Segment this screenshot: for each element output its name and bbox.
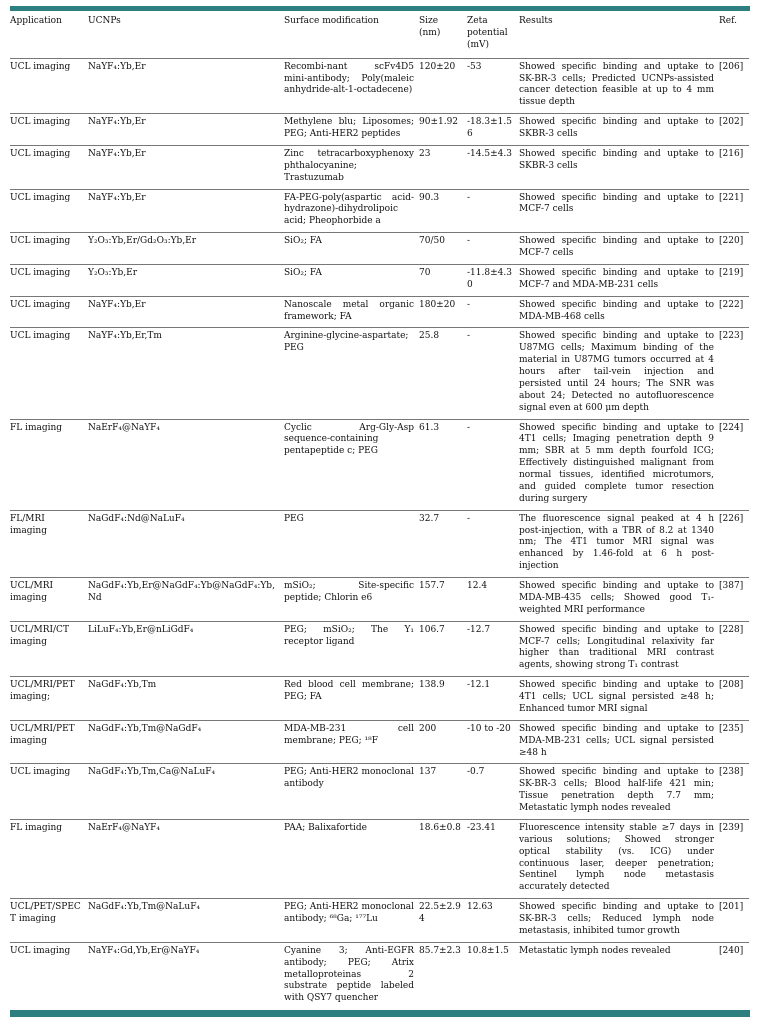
table-row [10, 899, 749, 943]
cell-size: 106.7 [419, 624, 445, 635]
cell-size: 90.3 [419, 192, 440, 203]
cell-ref: [222] [719, 299, 744, 310]
table-row [10, 264, 749, 296]
cell-ref: [216] [719, 148, 744, 159]
cell-ucnps: NaYF₄:Yb,Er [88, 117, 146, 128]
cell-ucnps: Y₂O₃:Yb,Er [88, 267, 138, 278]
cell-size: 18.6±0.8 [419, 822, 461, 833]
cell-surface: PEG; Anti-HER2 monoclonal antibody [284, 767, 414, 790]
ucnp-applications-table [10, 11, 749, 1009]
cell-ref: [224] [719, 422, 744, 433]
cell-ucnps: NaYF₄:Yb,Er [88, 299, 146, 310]
cell-surface: MDA-MB-231 cell membrane; PEG; ¹⁸F [284, 723, 414, 746]
cell-ref: [235] [719, 723, 744, 734]
cell-size: 137 [419, 767, 437, 778]
cell-results: Showed specific binding and uptake to MDA-MB-468 cells [519, 299, 714, 322]
cell-surface: Cyanine 3; Anti-EGFR antibody; PEG; Atrix metalloproteinas 2 substrate peptide labeled with QSY7 quencher [284, 945, 414, 1004]
cell-results: Fluorescence intensity stable ≥7 days in various solutions; Showed stronger optical stability (vs. ICG) under continuous laser, deeper penetration; Sentinel lymph node metastasis accurately detected [519, 822, 714, 893]
cell-ucnps: Y₂O₃:Yb,Er/Gd₂O₃:Yb,Er [88, 236, 197, 247]
cell-ucnps: LiLuF₄:Yb,Er@nLiGdF₄ [88, 624, 194, 635]
cell-size: 157.7 [419, 581, 445, 591]
table-row [10, 114, 749, 146]
col-header-ucnps: UCNPs [88, 16, 121, 26]
cell-zeta: 12.63 [467, 902, 493, 913]
cell-application: UCL/MRI/PET imaging [10, 723, 75, 746]
table-row [10, 233, 749, 265]
cell-zeta: - [467, 513, 471, 524]
cell-results: Showed specific binding and uptake to MCF-7 and MDA-MB-231 cells [519, 267, 714, 290]
cell-ref: [208] [719, 680, 744, 691]
cell-zeta: 12.4 [467, 581, 488, 591]
cell-surface: Methylene blu; Liposomes; PEG; Anti-HER2 peptides [284, 117, 414, 139]
cell-zeta: - [467, 236, 471, 247]
table-row [10, 296, 749, 328]
col-header-size: Size (nm) [419, 16, 441, 38]
cell-results: Showed specific binding and uptake to MCF-7 cells [519, 192, 714, 215]
cell-application: UCL imaging [10, 767, 71, 778]
cell-zeta: -14.5±4.3 [467, 148, 512, 159]
cell-zeta: -10 to -20 [467, 723, 511, 734]
cell-ucnps: NaGdF₄:Yb,Er@NaGdF₄:Yb@NaGdF₄:Yb,Nd [88, 581, 275, 603]
table-row [10, 419, 749, 510]
cell-ref: [387] [719, 581, 744, 591]
cell-surface: PAA; Balixafortide [284, 822, 367, 833]
cell-application: UCL imaging [10, 61, 71, 72]
col-header-application: Application [10, 16, 62, 26]
cell-application: UCL imaging [10, 945, 71, 956]
cell-ucnps: NaYF₄:Yb,Er [88, 192, 146, 203]
table-row [10, 720, 749, 764]
cell-application: UCL/MRI/PET imaging; [10, 680, 75, 702]
cell-ref: [206] [719, 61, 744, 72]
cell-surface: PEG; mSiO₂; The Y₁ receptor ligand [284, 624, 414, 647]
table-row [10, 764, 749, 820]
cell-size: 120±20 [419, 61, 456, 72]
cell-zeta: -11.8±4.30 [467, 267, 512, 290]
cell-results: Showed specific binding and uptake to MCF-7 cells [519, 236, 714, 258]
cell-ref: [239] [719, 822, 744, 833]
cell-size: 85.7±2.3 [419, 945, 461, 956]
cell-results: Showed specific binding and uptake to SK-BR-3 cells; Blood half-life 421 min; Tissue penetration depth 7.7 mm; Metastatic lymph nodes revealed [519, 767, 714, 813]
cell-results: Showed specific binding and uptake to MCF-7 cells; Longitudinal relaxivity far higher than traditional MRI contrast agents, showing strong T₁ contrast [519, 624, 714, 671]
cell-ucnps: NaErF₄@NaYF₄ [88, 422, 160, 433]
col-header-ref: Ref. [719, 16, 737, 26]
table-row [10, 819, 749, 898]
cell-zeta: -12.7 [467, 624, 491, 635]
cell-size: 138.9 [419, 680, 445, 691]
cell-size: 23 [419, 148, 431, 159]
cell-ucnps: NaGdF₄:Yb,Tm@NaGdF₄ [88, 723, 202, 734]
cell-zeta: -53 [467, 61, 482, 72]
cell-application: UCL imaging [10, 117, 71, 128]
cell-surface: SiO₂; FA [284, 267, 322, 278]
col-header-results: Results [519, 16, 553, 26]
cell-ucnps: NaYF₄:Yb,Er,Tm [88, 331, 162, 342]
cell-surface: mSiO₂; Site-specific peptide; Chlorin e6 [284, 581, 414, 603]
cell-application: UCL/MRI imaging [10, 581, 54, 603]
cell-results: Showed specific binding and uptake to SK-BR-3 cells; Predicted UCNPs-assisted cancer detection feasible at up to 4 mm tissue depth [519, 61, 714, 108]
cell-zeta: -0.7 [467, 767, 485, 778]
cell-results: Showed specific binding and uptake to SKBR-3 cells [519, 117, 714, 139]
cell-ref: [240] [719, 945, 744, 956]
cell-ucnps: NaYF₄:Yb,Er [88, 61, 146, 72]
cell-surface: PEG [284, 513, 304, 524]
col-header-surface-modification: Surface modification [284, 16, 379, 26]
cell-size: 70/50 [419, 236, 445, 247]
cell-application: UCL imaging [10, 236, 71, 247]
cell-zeta: - [467, 299, 471, 310]
table-row [10, 677, 749, 721]
cell-results: Showed specific binding and uptake to 4T1 cells; Imaging penetration depth 9 mm; SBR at 5 mm depth fourfold ICG; Effectively distinguished malignant from normal tissues, identified microtumors, and guided complete tumor resection during surgery [519, 422, 714, 504]
cell-application: UCL imaging [10, 148, 71, 159]
cell-zeta: -18.3±1.56 [467, 117, 512, 139]
cell-ucnps: NaYF₄:Yb,Er [88, 148, 146, 159]
table-bottom-border [10, 1010, 750, 1017]
cell-application: FL imaging [10, 422, 63, 433]
paper-table-page [10, 6, 750, 1017]
cell-size: 61.3 [419, 422, 440, 433]
cell-zeta: - [467, 192, 471, 203]
cell-application: UCL imaging [10, 267, 71, 278]
cell-surface: Arginine-glycine-aspartate; PEG [284, 331, 409, 354]
cell-zeta: -12.1 [467, 680, 491, 691]
cell-ucnps: NaGdF₄:Yb,Tm,Ca@NaLuF₄ [88, 767, 216, 778]
cell-surface: Zinc tetracarboxyphenoxy phthalocyanine; Trastuzumab [284, 148, 414, 183]
cell-application: UCL imaging [10, 331, 71, 342]
cell-application: UCL/MRI/CT imaging [10, 624, 69, 647]
cell-ref: [228] [719, 624, 744, 635]
cell-ref: [223] [719, 331, 744, 342]
table-row [10, 189, 749, 233]
cell-application: FL/MRI imaging [10, 513, 47, 536]
cell-surface: Recombi-nant scFv4D5 mini-antibody; Poly(maleic anhydride-alt-1-octadecene) [284, 61, 414, 96]
cell-results: Showed specific binding and uptake to SK-BR-3 cells; Reduced lymph node metastasis, inhibited tumor growth [519, 902, 714, 936]
cell-size: 70 [419, 267, 431, 278]
cell-size: 200 [419, 723, 437, 734]
table-row [10, 328, 749, 419]
cell-ref: [220] [719, 236, 744, 247]
cell-surface: SiO₂; FA [284, 236, 322, 247]
cell-ref: [202] [719, 117, 744, 128]
cell-ref: [221] [719, 192, 744, 203]
cell-size: 180±20 [419, 299, 456, 310]
table-row [10, 145, 749, 189]
cell-application: UCL imaging [10, 299, 71, 310]
table-row [10, 942, 749, 1009]
table-row [10, 58, 749, 114]
cell-size: 25.8 [419, 331, 440, 342]
cell-ref: [219] [719, 267, 744, 278]
table-header [10, 11, 749, 58]
cell-size: 90±1.92 [419, 117, 459, 128]
cell-zeta: - [467, 331, 471, 342]
table-body [10, 58, 749, 1009]
cell-ref: [201] [719, 902, 744, 913]
col-header-zeta-potential: Zeta potential (mV) [467, 16, 508, 50]
cell-size: 22.5±2.94 [419, 902, 461, 924]
table-row [10, 510, 749, 577]
cell-ucnps: NaGdF₄:Yb,Tm@NaLuF₄ [88, 902, 201, 913]
cell-surface: PEG; Anti-HER2 monoclonal antibody; ⁶⁸Ga; ¹⁷⁷Lu [284, 902, 414, 924]
cell-ref: [238] [719, 767, 744, 778]
table-header-row [10, 11, 749, 58]
cell-zeta: - [467, 422, 471, 433]
cell-results: Showed specific binding and uptake to MDA-MB-231 cells; UCL signal persisted ≥48 h [519, 723, 714, 758]
cell-results: Showed specific binding and uptake to 4T1 cells; UCL signal persisted ≥48 h; Enhanced tumor MRI signal [519, 680, 714, 714]
cell-zeta: 10.8±1.5 [467, 945, 509, 956]
cell-surface: Cyclic Arg-Gly-Asp sequence-containing pentapeptide c; PEG [284, 422, 414, 457]
cell-ucnps: NaGdF₄:Nd@NaLuF₄ [88, 513, 185, 524]
cell-results: Showed specific binding and uptake to U87MG cells; Maximum binding of the material in U87MG tumors occurred at 4 hours after tail-vein injection and persisted until 24 hours; The SNR was about 24; Detected no autofluorescence signal even at 600 μm depth [519, 331, 714, 413]
cell-ucnps: NaErF₄@NaYF₄ [88, 822, 160, 833]
cell-results: Metastatic lymph nodes revealed [519, 945, 671, 956]
cell-size: 32.7 [419, 513, 440, 524]
cell-surface: Red blood cell membrane; PEG; FA [284, 680, 414, 702]
cell-results: Showed specific binding and uptake to MDA-MB-435 cells; Showed good T₁-weighted MRI performance [519, 581, 714, 615]
cell-surface: Nanoscale metal organic framework; FA [284, 299, 414, 322]
cell-application: FL imaging [10, 822, 63, 833]
cell-application: UCL imaging [10, 192, 71, 203]
cell-results: Showed specific binding and uptake to SKBR-3 cells [519, 148, 714, 171]
cell-ucnps: NaYF₄:Gd,Yb,Er@NaYF₄ [88, 945, 200, 956]
cell-ucnps: NaGdF₄:Yb,Tm [88, 680, 157, 691]
cell-results: The fluorescence signal peaked at 4 h post-injection, with a TBR of 8.2 at 1340 nm; The 4T1 tumor MRI signal was enhanced by 1.46-fold at 6 h post-injection [519, 513, 714, 572]
table-row [10, 621, 749, 677]
cell-application: UCL/PET/SPECT imaging [10, 902, 81, 924]
cell-surface: FA-PEG-poly(aspartic acid-hydrazone)-dihydrolipoic acid; Pheophorbide a [284, 192, 414, 227]
cell-ref: [226] [719, 513, 744, 524]
table-row [10, 578, 749, 622]
cell-zeta: -23.41 [467, 822, 496, 833]
